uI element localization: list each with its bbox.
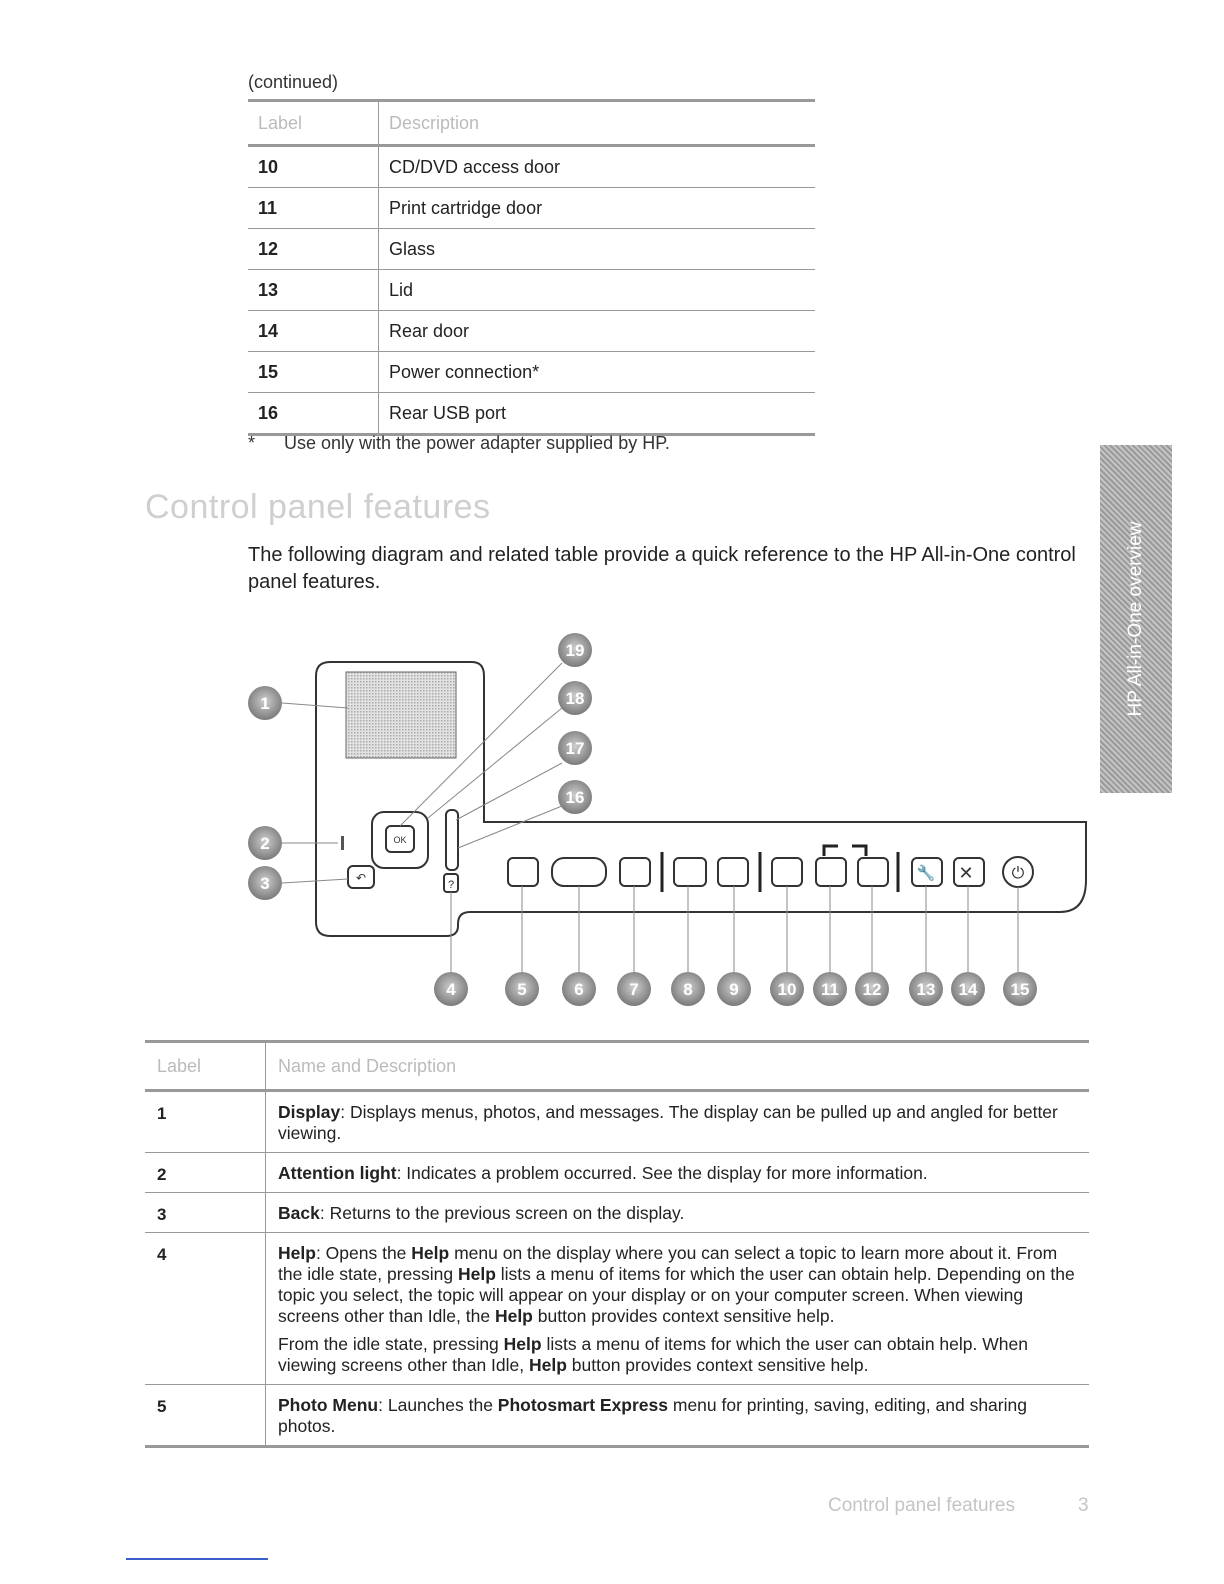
- footer-link-underline: [126, 1558, 268, 1560]
- table-row: 2 Attention light: Indicates a problem occurred. See the display for more information.: [145, 1153, 1089, 1193]
- zoom-rocker[interactable]: [446, 810, 458, 870]
- table-row: 12 Glass: [248, 229, 815, 270]
- table-row: 14 Rear door: [248, 311, 815, 352]
- red-eye-button[interactable]: [620, 858, 650, 886]
- svg-text:12: 12: [862, 980, 882, 999]
- svg-text:9: 9: [729, 980, 739, 999]
- svg-text:10: 10: [777, 980, 797, 999]
- svg-text:17: 17: [565, 739, 585, 758]
- page-number: 3: [1078, 1495, 1089, 1516]
- svg-text:4: 4: [446, 980, 456, 999]
- description-header: Description: [379, 101, 816, 146]
- svg-text:19: 19: [565, 641, 585, 660]
- start-copy-black-button[interactable]: [816, 858, 846, 886]
- intro-paragraph: The following diagram and related table provide a quick reference to the HP All-in-One control panel features.: [248, 544, 1076, 593]
- svg-text:18: 18: [565, 689, 585, 708]
- svg-text:8: 8: [683, 980, 693, 999]
- power-icon: ⏻: [1011, 865, 1025, 882]
- footnote-text: Use only with the power adapter supplied by HP.: [284, 433, 670, 453]
- cancel-icon: ✕: [958, 863, 974, 883]
- table-row: 1 Display: Displays menus, photos, and messages. The display can be pulled up and angled for better viewing.: [145, 1091, 1089, 1153]
- svg-text:6: 6: [574, 980, 584, 999]
- table-row: 11 Print cartridge door: [248, 188, 815, 229]
- back-icon: ↶: [355, 871, 367, 885]
- section-title: Control panel features: [145, 488, 491, 526]
- copy-bracket-left: [824, 846, 838, 856]
- table-row: 16 Rear USB port: [248, 393, 815, 435]
- footer-section-title: Control panel features: [828, 1495, 1015, 1516]
- svg-text:15: 15: [1010, 980, 1030, 999]
- svg-text:16: 16: [565, 788, 585, 807]
- table-row: 15 Power connection*: [248, 352, 815, 393]
- table-row: 4 Help: Opens the Help menu on the display where you can select a topic to learn more about it. From the idle state, pressing Help lists a menu of items for which the user can obtain help. Depending on the topic you select, the topic will appear on your display or on your computer screen. When viewing screens other than Idle, the Help button provides context sensitive help. From the idle state, pressing Help lists a menu of items for which the user can obtain help. When viewing screens other than Idle, Help button provides context sensitive help.: [145, 1233, 1089, 1385]
- display-screen: [346, 672, 456, 758]
- scan-menu-button[interactable]: [718, 858, 748, 886]
- side-tab-label: HP All-in-One overview: [1125, 521, 1146, 717]
- svg-text:1: 1: [260, 694, 270, 713]
- svg-text:3: 3: [260, 874, 270, 893]
- start-copy-color-button[interactable]: [858, 858, 888, 886]
- help-icon: ?: [447, 879, 455, 891]
- label-header: Label: [145, 1042, 266, 1091]
- copy-bracket-right: [852, 846, 866, 856]
- name-description-header: Name and Description: [266, 1042, 1090, 1091]
- photo-menu-button[interactable]: [508, 858, 538, 886]
- svg-text:7: 7: [629, 980, 639, 999]
- copy-menu-button[interactable]: [772, 858, 802, 886]
- svg-text:13: 13: [916, 980, 936, 999]
- svg-text:14: 14: [958, 980, 978, 999]
- attention-light: [341, 836, 344, 850]
- ok-label: OK: [393, 835, 407, 845]
- table-row: 3 Back: Returns to the previous screen on the display.: [145, 1193, 1089, 1233]
- table-row: 13 Lid: [248, 270, 815, 311]
- svg-text:5: 5: [517, 980, 527, 999]
- svg-text:11: 11: [821, 980, 839, 999]
- continued-label: (continued): [248, 72, 339, 92]
- print-photos-button[interactable]: [552, 858, 606, 886]
- wrench-icon: 🔧: [916, 865, 936, 882]
- reprint-button[interactable]: [674, 858, 706, 886]
- table-row: 5 Photo Menu: Launches the Photosmart Express menu for printing, saving, editing, and sharing photos.: [145, 1385, 1089, 1447]
- svg-text:2: 2: [260, 834, 270, 853]
- control-panel-table: [145, 1040, 1089, 1448]
- label-header: Label: [248, 101, 379, 146]
- table-row: 10 CD/DVD access door: [248, 146, 815, 188]
- footnote-mark: *: [248, 433, 256, 453]
